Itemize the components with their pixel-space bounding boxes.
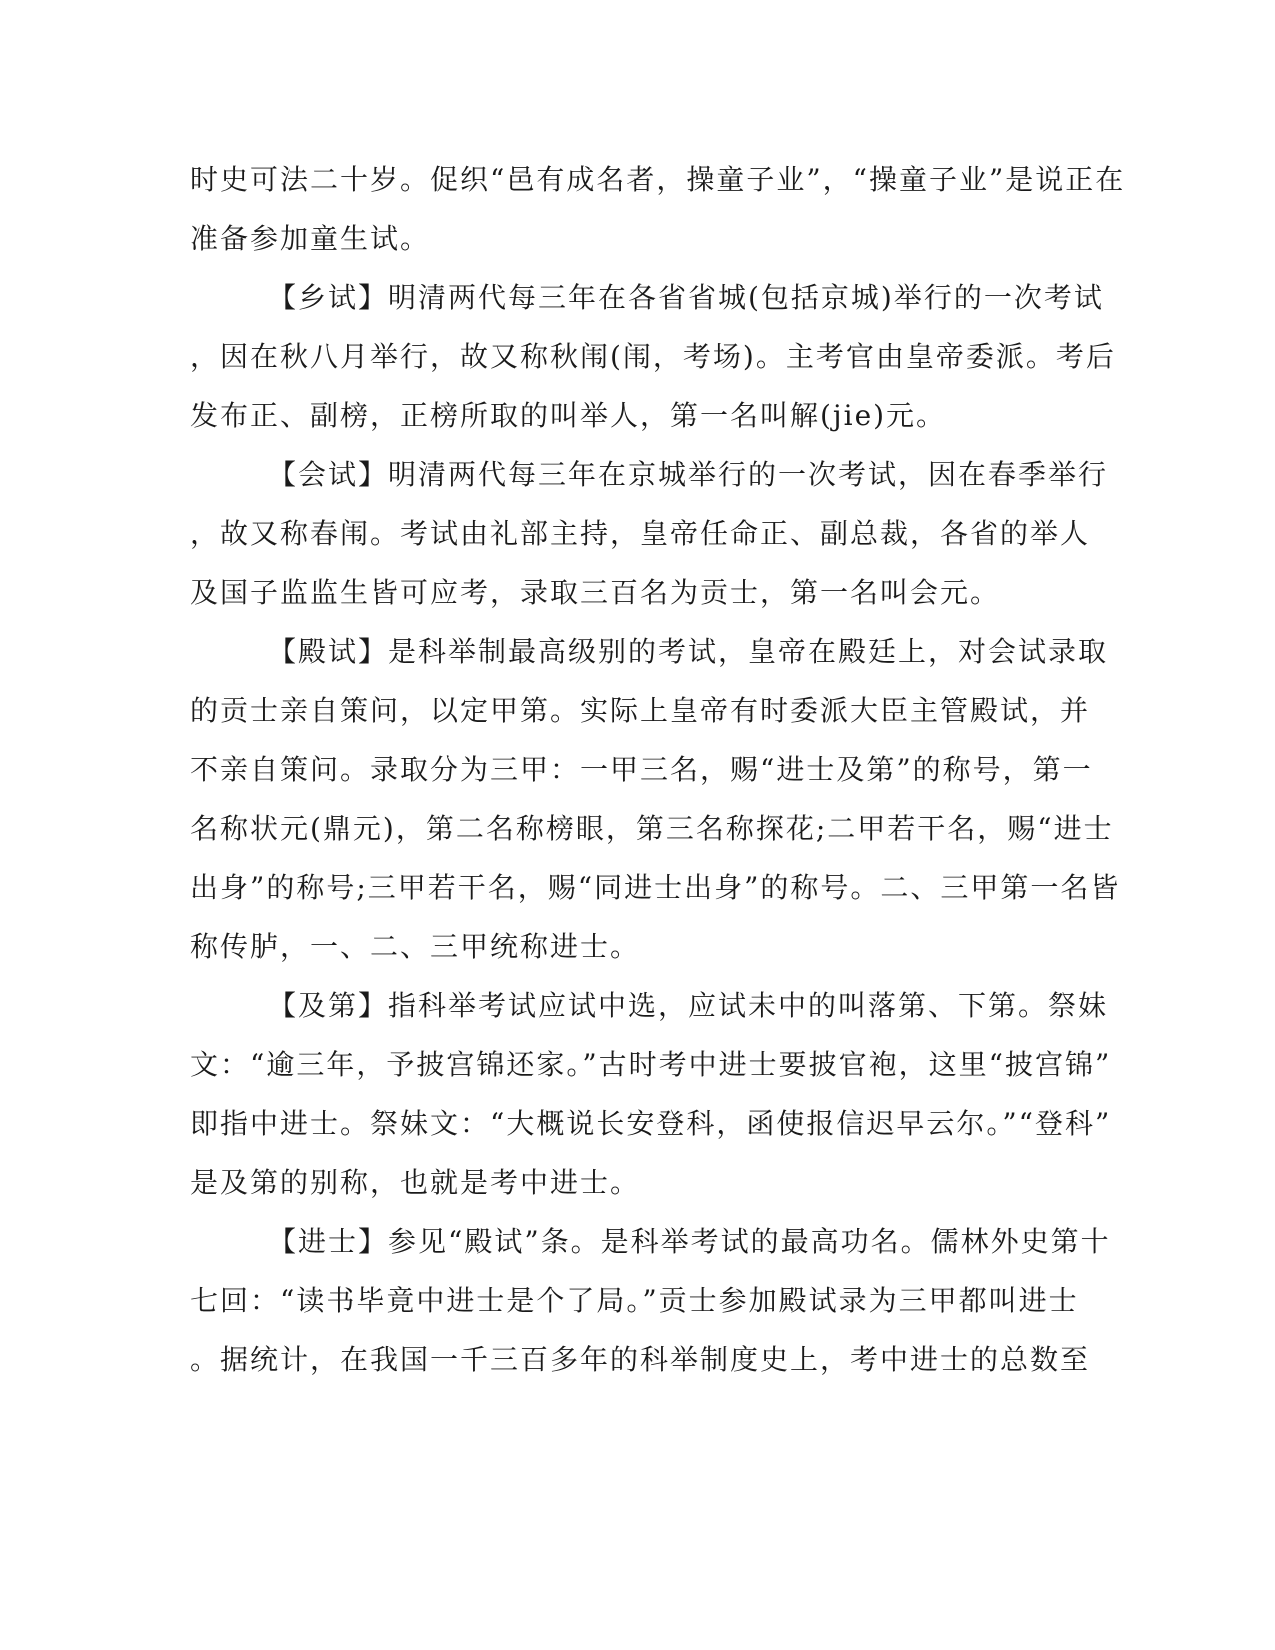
text-line: 。据统计，在我国一千三百多年的科举制度史上，考中进士的总数至	[190, 1343, 1091, 1376]
paragraph-huishi-start: 【会试】明清两代每三年在京城举行的一次考试，因在春季举行	[268, 458, 1109, 491]
paragraph-xiangshi-start: 【乡试】明清两代每三年在各省省城(包括京城)举行的一次考试	[268, 281, 1104, 314]
text-line: ，因在秋八月举行，故又称秋闱(闱，考场)。主考官由皇帝委派。考后	[190, 340, 1116, 373]
paragraph-jinshi-start: 【进士】参见“殿试”条。是科举考试的最高功名。儒林外史第十	[268, 1225, 1111, 1258]
text-line: 文：“逾三年，予披宫锦还家。”古时考中进士要披官袍，这里“披宫锦”	[190, 1048, 1112, 1081]
text-line: 及国子监监生皆可应考，录取三百名为贡士，第一名叫会元。	[190, 576, 1001, 609]
text-line: 发布正、副榜，正榜所取的叫举人，第一名叫解(jie)元。	[190, 399, 947, 432]
text-line: 七回：“读书毕竟中进士是个了局。”贡士参加殿试录为三甲都叫进士	[190, 1284, 1079, 1317]
text-line: 即指中进士。祭妹文：“大概说长安登科，函使报信迟早云尔。”“登科”	[190, 1107, 1112, 1140]
text-line: 准备参加童生试。	[190, 222, 431, 255]
text-line: 是及第的别称，也就是考中进士。	[190, 1166, 641, 1199]
text-line: ，故又称春闱。考试由礼部主持，皇帝任命正、副总裁，各省的举人	[190, 517, 1091, 550]
text-line: 时史可法二十岁。促织“邑有成名者，操童子业”，“操童子业”是说正在	[190, 163, 1126, 196]
paragraph-jidi-start: 【及第】指科举考试应试中选，应试未中的叫落第、下第。祭妹	[268, 989, 1109, 1022]
text-line: 的贡士亲自策问，以定甲第。实际上皇帝有时委派大臣主管殿试，并	[190, 694, 1091, 727]
text-line: 出身”的称号;三甲若干名，赐“同进士出身”的称号。二、三甲第一名皆	[190, 871, 1121, 904]
text-line: 称传胪，一、二、三甲统称进士。	[190, 930, 641, 963]
text-line: 不亲自策问。录取分为三甲：一甲三名，赐“进士及第”的称号，第一	[190, 753, 1093, 786]
text-line: 名称状元(鼎元)，第二名称榜眼，第三名称探花;二甲若干名，赐“进士	[190, 812, 1114, 845]
paragraph-dianshi-start: 【殿试】是科举制最高级别的考试，皇帝在殿廷上，对会试录取	[268, 635, 1109, 668]
